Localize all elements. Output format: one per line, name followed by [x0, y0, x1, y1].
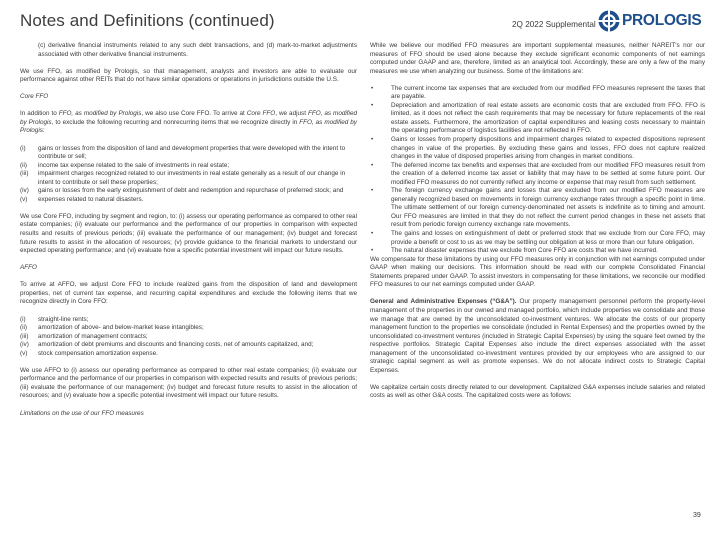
- prologis-logo-icon: [598, 10, 620, 32]
- right-column: [370, 42, 705, 401]
- paragraph: We capitalize certain costs directly related to our development. Capitalized G&A expenses include salaries and related costs as well as other G&A costs. The capitalized costs were as follows:: [370, 383, 705, 400]
- list-item: (v) stock compensation amortization expense.: [20, 349, 158, 357]
- left-column: [20, 42, 357, 418]
- paragraph: While we believe our modified FFO measures are important supplemental measures, neither NAREIT's nor our measures of FFO should be used alone because they exclude significant economic components of net earnings computed under GAAP and are, therefore, limited as an analytical tool. Accordingly, these are only a few of the many measures we use when analyzing our business. Some of the limitations are:: [370, 42, 705, 75]
- company-logo: [598, 10, 701, 32]
- paragraph: We use Core FFO, including by segment and region, to: (i) assess our operating performance as compared to other real estate companies; (ii) evaluate our performance and the performance of our properties in comparison with expected results and results of previous periods; (iii) evaluate the performance of our management; (iv) budget and forecast future results to assist in the allocation of resources; (v) provide guidance to the financial markets to understand our expected operating performance; and (vi) evaluate how a specific potential investment will impact our future results.: [20, 212, 357, 255]
- bullet-icon: •: [371, 136, 374, 144]
- limitations-list: [370, 85, 705, 256]
- affo-list: [20, 316, 357, 359]
- paragraph: General and Administrative Expenses (“G&A”). Our property management personnel perform the property-level management of the properties in our owned and managed portfolio, which include properties we consolidate and those we manage that are owned by the unconsolidated co-investment ventures. We allocate the costs of our property management function to the properties we consolidate (included in Rental Expenses) and the properties owned by the unconsolidated co-investment ventures (included in Strategic Capital Expenses) by using the square feet owned by the respective portfolios. Strategic Capital Expenses also include the direct expenses associated with the asset management of the unconsolidated co-investment ventures provided by our employees who are assigned to our strategic capital segment as well as promote expenses. We do not allocate indirect costs to Strategic Capital Expenses.: [370, 298, 705, 374]
- list-item: • Depreciation and amortization of real estate assets are economic costs that are excluded from FFO. FFO is limited, as it does not reflect the cash requirements that may be necessary for future replacements of the real estate assets. Furthermore, the amortization of capital expenditures and leasing costs necessary to maintain the operating performance of logistics facilities are not reflected in FFO.: [371, 101, 705, 135]
- list-item: • Gains or losses from property dispositions and impairment charges related to expected dispositions represent changes in value of the properties. By excluding these gains and losses, FFO does not capture realized changes in the value of disposed properties arising from changes in market conditions.: [371, 136, 705, 161]
- list-item: (iii) impairment charges recognized related to our investments in real estate generally as a result of our change in intent to contribute or sell these properties;: [20, 170, 346, 186]
- core-ffo-list: [20, 145, 357, 205]
- section-heading-affo: AFFO: [20, 264, 37, 272]
- list-item: • The deferred income tax benefits and expenses that are excluded from our modified FFO measures result from the creation of a deferred income tax asset or liability that may have to be settled at some future point. Our modified FFO measures do not currently reflect any income or expense that may result from such settlement.: [371, 161, 705, 186]
- supplemental-label: 2Q 2022 Supplemental: [512, 20, 596, 29]
- section-heading-core-ffo: Core FFO: [20, 93, 49, 101]
- list-item: • The foreign currency exchange gains and losses that are excluded from our modified FFO measures are generally recognized based on movements in foreign currency exchange rates through a specific point in time. The ultimate settlement of our foreign currency-denominated net assets is indefinite as to timing and amount. Our FFO measures are limited in that they do not reflect the current period changes in these net assets that result from periodic foreign currency exchange rate movements.: [371, 187, 705, 229]
- bullet-icon: •: [371, 84, 374, 92]
- page-number: 39: [693, 512, 701, 519]
- logo-text: PROLOGIS: [622, 12, 702, 29]
- list-item: • The gains and losses on extinguishment of debt or preferred stock that we exclude from our Core FFO, may provide a benefit or cost to us as we may be settling our obligation at less or more than our future obligation.: [371, 230, 705, 246]
- bullet-icon: •: [371, 161, 374, 169]
- list-item: • The current income tax expenses that are excluded from our modified FFO measures represent the taxes that are payable.: [371, 84, 705, 101]
- paragraph: We compensate for these limitations by using our FFO measures only in conjunction with net earnings computed under GAAP when making our decisions. This information should be read with our complete Consolidated Financial Statements prepared under GAAP. To assist investors in compensating for these limitations, we reconcile our modified FFO measures to our net earnings computed under GAAP.: [370, 255, 705, 289]
- paragraph: In addition to FFO, as modified by Prologis, we also use Core FFO. To arrive at Core FFO, we adjust FFO, as modified by Prologis, to exclude the following recurring and nonrecurring items that we recognize directly in FFO, as modified by Prologis:: [20, 110, 358, 135]
- paragraph: We use FFO, as modified by Prologis, so that management, analysts and investors are able to evaluate our performance against other REITs that do not have similar operations or operations in jurisdictions outside the U.S.: [20, 67, 357, 84]
- list-item: (iv) amortization of debt premiums and discounts and financing costs, net of amounts capitalized, and;: [20, 341, 314, 349]
- list-item: (i) gains or losses from the disposition of land and development properties that were developed with the intent to contribute or sell;: [20, 144, 346, 161]
- list-item: (ii) income tax expense related to the sale of investments in real estate;: [20, 161, 230, 169]
- bullet-icon: •: [371, 101, 374, 109]
- paragraph: To arrive at AFFO, we adjust Core FFO to include realized gains from the disposition of land and development properties, net of current tax expense, and recurring capital expenditures and exclude the following items that we recognize directly in Core FFO:: [20, 281, 357, 306]
- paragraph: We use AFFO to (i) assess our operating performance as compared to other real estate companies; (ii) evaluate our performance and the performance of our properties in comparison with expected results and results of previous periods; (iii) evaluate the performance of our management; (iv) budget and forecast future results to assist in the allocation of resources; and (v) evaluate how a specific potential investment will impact our future results.: [20, 366, 357, 400]
- section-heading-limitations: Limitations on the use of our FFO measures: [20, 409, 144, 417]
- list-item: • The natural disaster expenses that we exclude from Core FFO are costs that we have incurred.: [371, 247, 658, 255]
- paragraph: (c) derivative financial instruments related to any such debt transactions, and (d) mark-to-market adjustments associated with other derivative financial instruments.: [38, 42, 357, 58]
- list-item: (i) straight-line rents;: [20, 315, 89, 323]
- list-item: (iii) amortization of management contracts;: [20, 332, 148, 340]
- bullet-icon: •: [371, 230, 374, 238]
- page-title: Notes and Definitions (continued): [20, 11, 275, 30]
- ga-heading: General and Administrative Expenses (“G&A”).: [370, 298, 517, 306]
- list-item: (iv) gains or losses from the early extinguishment of debt and redemption and repurchase of preferred stock; and: [20, 187, 344, 195]
- list-item: (ii) amortization of above- and below-market lease intangibles;: [20, 324, 204, 332]
- bullet-icon: •: [371, 247, 374, 255]
- bullet-icon: •: [371, 187, 374, 195]
- list-item: (v) expenses related to natural disasters.: [20, 195, 144, 203]
